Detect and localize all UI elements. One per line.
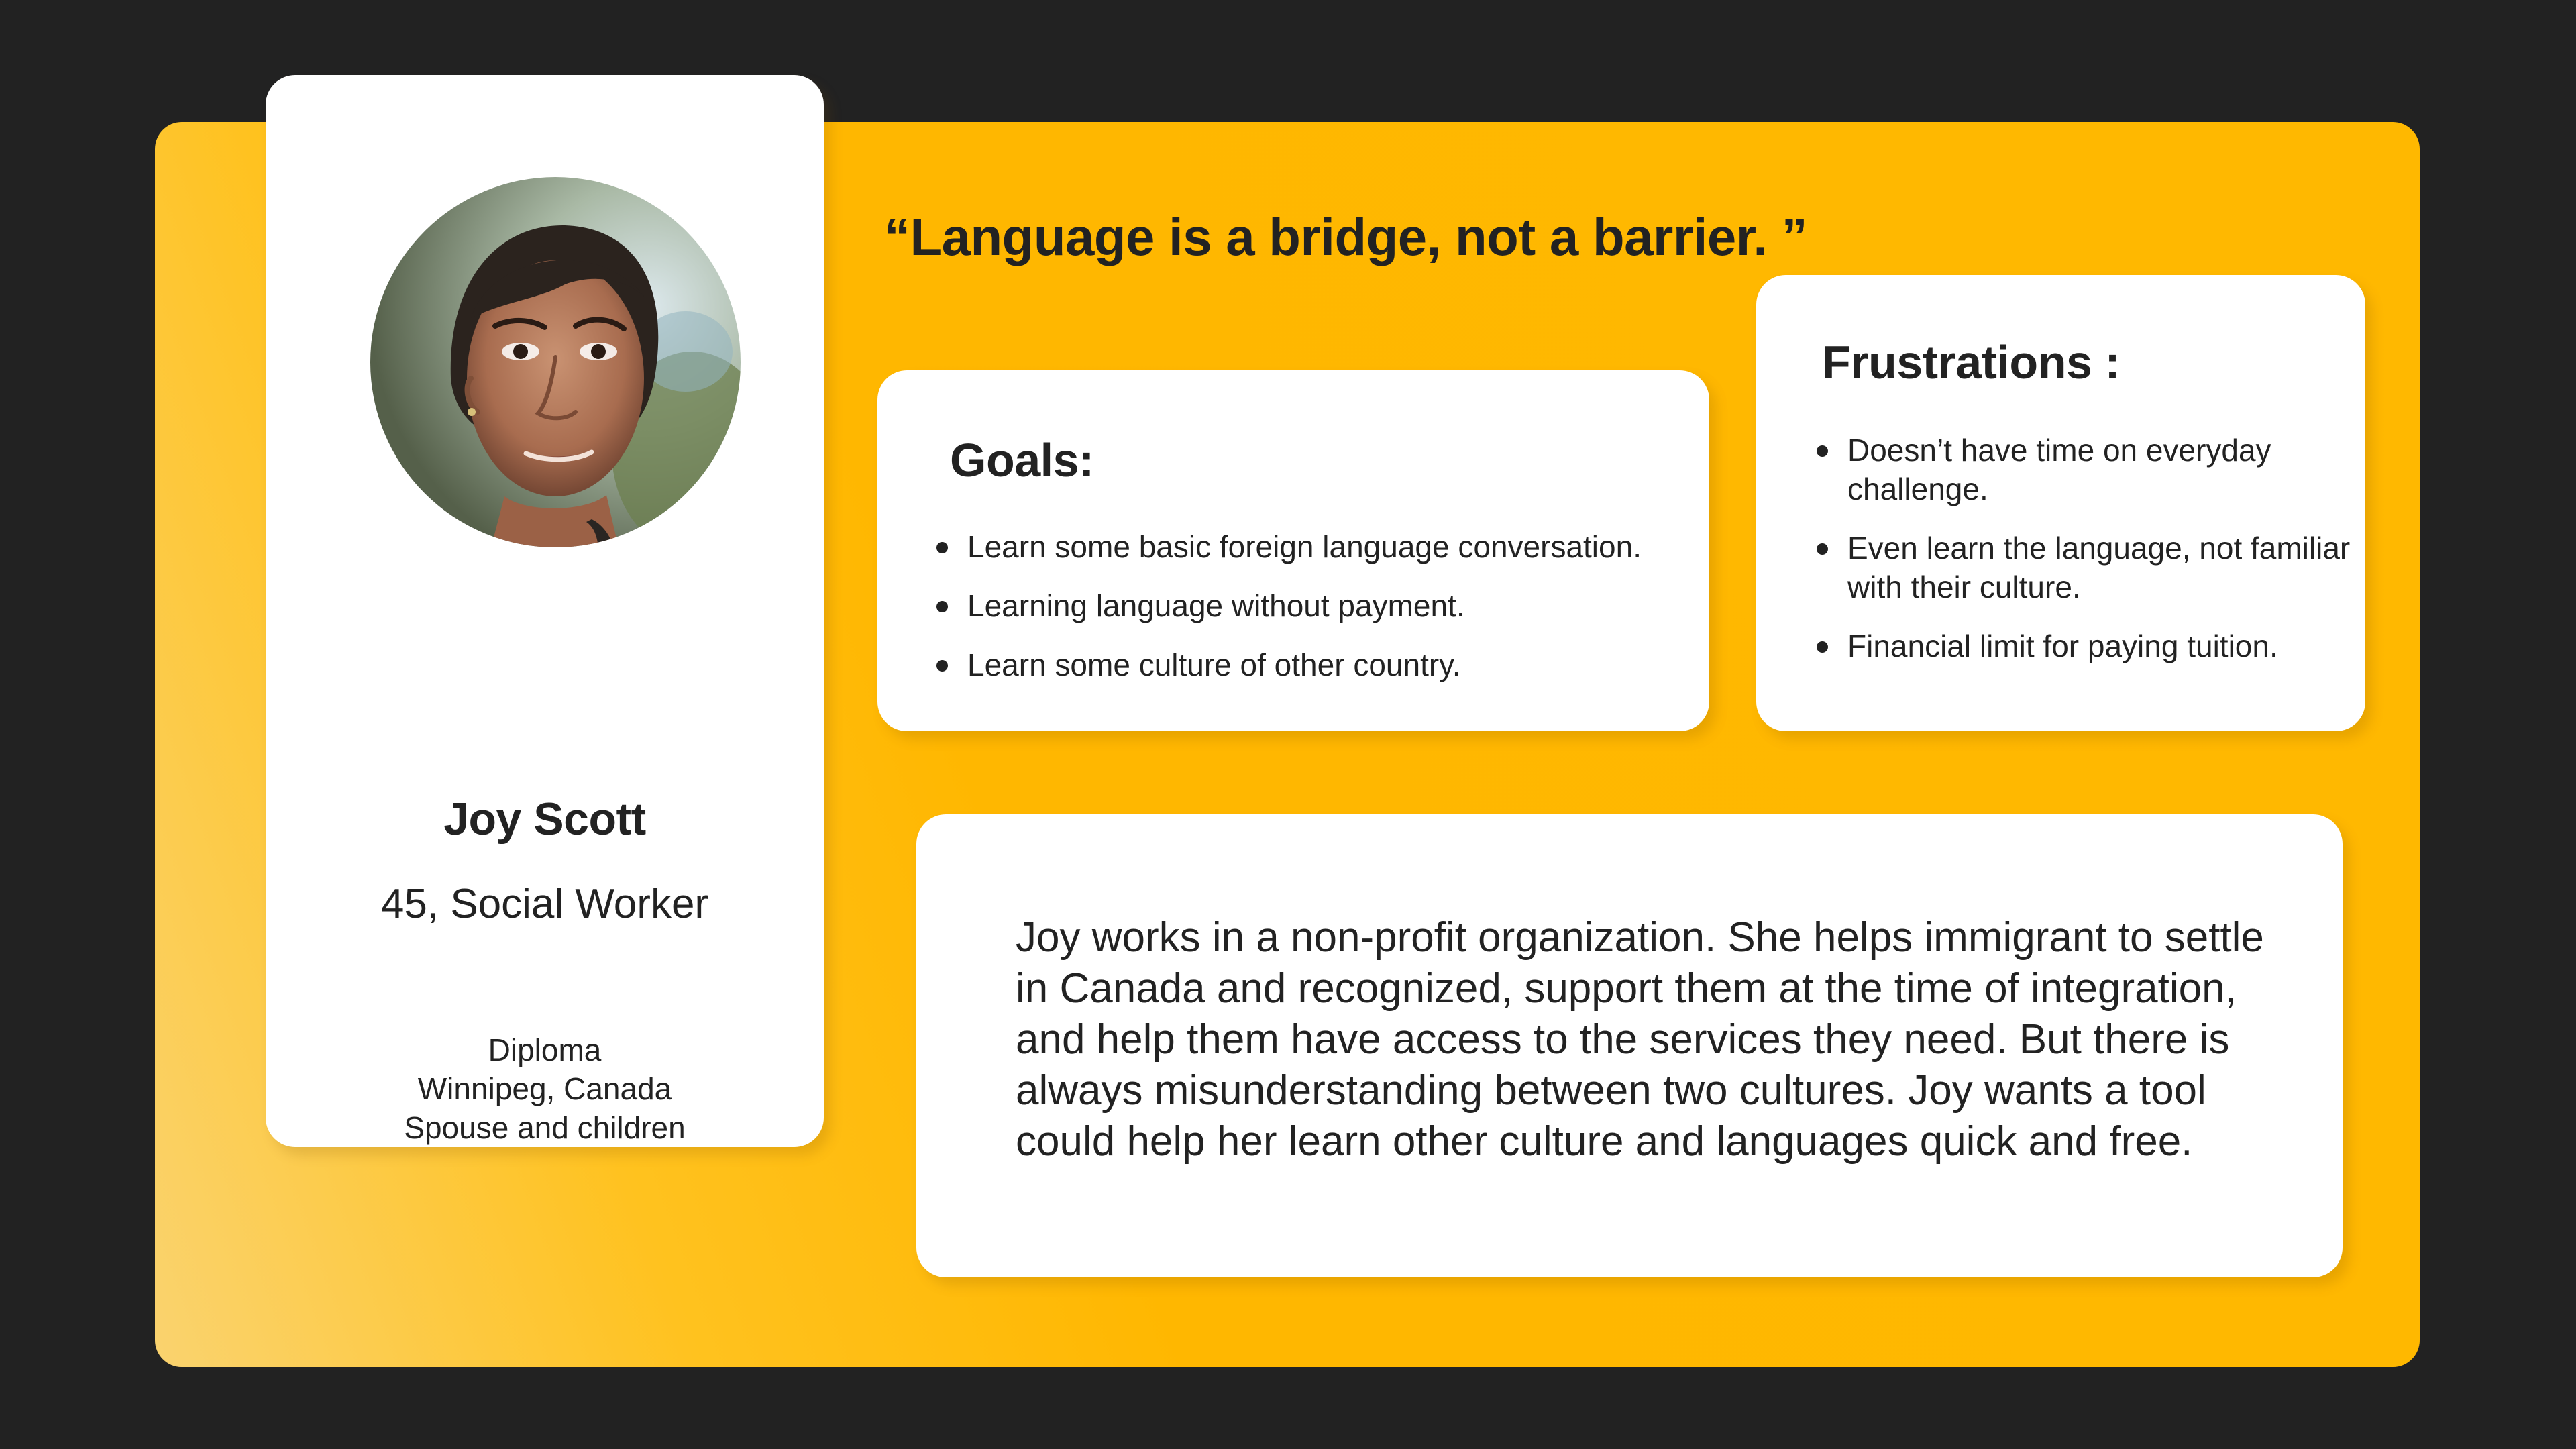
persona-name: Joy Scott (443, 794, 646, 845)
bio-card (916, 814, 2343, 1277)
frustrations-title: Frustrations : (1822, 336, 2121, 388)
persona-age-occupation: 45, Social Worker (380, 881, 709, 927)
persona-quote: “Language is a bridge, not a barrier. ” (884, 207, 1808, 266)
frustrations-list (1814, 431, 2351, 686)
frustration-item: Doesn’t have time on everyday challenge. (1814, 431, 2351, 508)
frustration-item: Financial limit for paying tuition. (1814, 627, 2351, 665)
persona-photo (370, 177, 741, 547)
persona-details (266, 1030, 824, 1147)
goal-item: Learning language without payment. (934, 586, 1685, 645)
frustrations-card (1756, 275, 2365, 731)
goal-item: Learn some culture of other country. (934, 645, 1685, 704)
persona-education: Diploma (488, 1032, 602, 1067)
persona-family: Spouse and children (404, 1110, 686, 1145)
goals-card (877, 370, 1709, 731)
frustration-item: Even learn the language, not familiar with their culture. (1814, 529, 2351, 606)
goals-list (934, 527, 1685, 704)
avatar (370, 177, 741, 547)
goals-title: Goals: (950, 434, 1094, 486)
persona-bio: Joy works in a non-profit organization. She helps immigrant to settle in Canada and recognized, support them at the time of integration, and help them have access to the services they need. But there is always misunderstanding between two cultures. Joy wants a tool could help her learn other culture and languages quick and free. (1016, 914, 2264, 1165)
profile-card (266, 75, 824, 1147)
goal-item: Learn some basic foreign language conversation. (934, 527, 1685, 586)
persona-location: Winnipeg, Canada (417, 1071, 672, 1106)
